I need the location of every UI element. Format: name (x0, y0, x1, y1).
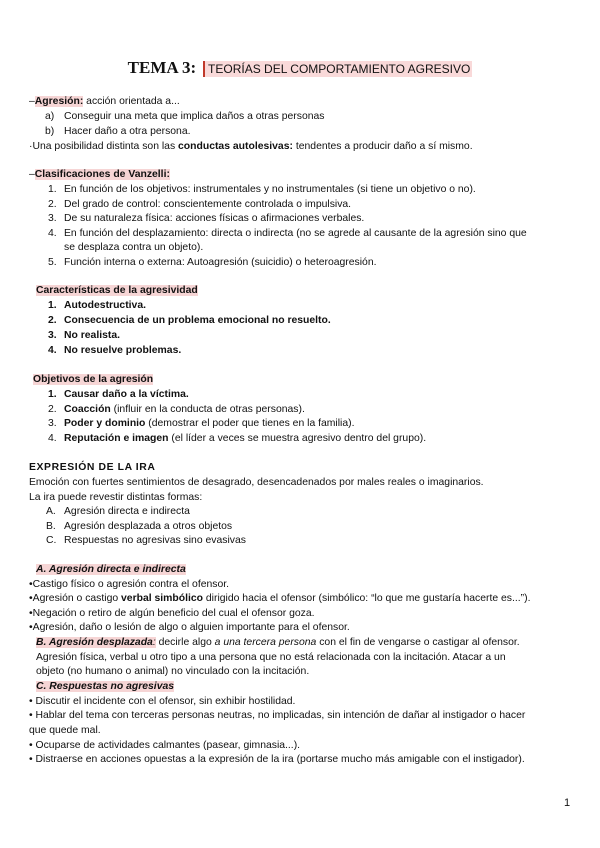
list-item-text-cont: se desplaza contra un objeto). (64, 242, 204, 253)
list-marker: 1. (48, 389, 57, 400)
bullet-item: • Distraerse en acciones opuestas a la expresión de la ira (portarse mucho más amigable con el instigador). (29, 754, 525, 765)
note-text: tendentes a producir daño a sí mismo. (292, 141, 473, 152)
ira-paragraph: La ira puede revestir distintas formas: (29, 492, 203, 503)
list-marker: 2. (48, 199, 57, 210)
list-item-bold: Causar daño a la víctima. (64, 389, 189, 400)
section-b-line (36, 636, 520, 649)
section-text: objeto (no humano o animal) no vinculado con la incitación. (36, 666, 310, 677)
list-marker: b) (45, 126, 55, 137)
list-item-text: En función del desplazamiento: directa o indirecta (no se agrede al causante de la agresión sino que (64, 228, 527, 239)
list-item-text: Agresión desplazada a otros objetos (64, 521, 233, 532)
bullet-item: • Discutir el incidente con el ofensor, sin exhibir hostilidad. (29, 696, 296, 707)
list-item-text: Hacer daño a otra persona. (64, 126, 191, 137)
list-marker: 3. (48, 213, 57, 224)
list-marker: 4. (48, 433, 57, 444)
list-marker: A. (46, 506, 56, 517)
list-item-text: Conseguir una meta que implica daños a otras personas (64, 111, 325, 122)
list-item-text: Función interna o externa: Autoagresión (suicidio) o heteroagresión. (64, 257, 377, 268)
bullet-item: • Ocuparse de actividades calmantes (pasear, gimnasia...). (29, 740, 301, 751)
heading-text: Características de la agresividad (36, 285, 198, 296)
caracteristicas-heading (36, 284, 198, 297)
bullet-item: •Negación o retiro de algún beneficio del cual el ofensor goza. (29, 608, 315, 619)
ira-paragraph: Emoción con fuertes sentimientos de desagrado, desencadenados por males reales o imaginarios. (29, 477, 484, 488)
heading-text: A. Agresión directa e indirecta (36, 564, 186, 575)
list-marker: 4. (48, 345, 57, 356)
list-marker: 2. (48, 404, 57, 415)
ira-heading: EXPRESIÓN DE LA IRA (29, 462, 156, 473)
page-title (0, 56, 600, 83)
list-marker: 3. (48, 418, 57, 429)
note-text: Una posibilidad distinta son las (32, 141, 179, 152)
list-marker: B. (46, 521, 56, 532)
list-marker: 5. (48, 257, 57, 268)
vanzelli-heading: –Clasificaciones de Vanzelli: (29, 169, 170, 180)
list-marker: 4. (48, 228, 57, 239)
agresion-def-text: acción orientada a... (83, 96, 180, 107)
bullet-item (29, 592, 530, 605)
list-item-text: No realista. (64, 330, 121, 341)
objetivos-heading (33, 373, 153, 386)
section-text: Agresión física, verbal u otro tipo a una persona que no está relacionada con la incitación. Atacar a un (36, 652, 506, 663)
list-item (64, 403, 305, 416)
list-item (45, 125, 54, 138)
page-number: 1 (564, 797, 571, 809)
title-subtitle: TEORÍAS DEL COMPORTAMIENTO AGRESIVO (203, 61, 472, 77)
title-label: TEMA 3: (127, 58, 197, 77)
heading-colon: : (152, 637, 156, 648)
agresion-term: Agresión: (34, 96, 84, 107)
heading-text: B. Agresión desplazada (36, 637, 153, 648)
list-item-text: (el líder a veces se muestra agresivo dentro del grupo). (168, 433, 427, 444)
list-item (64, 417, 354, 430)
list-item-text: Autodestructiva. (64, 300, 146, 311)
list-marker: 1. (48, 184, 57, 195)
section-text: decirle algo (155, 637, 215, 648)
list-item-bold: Poder y dominio (64, 418, 146, 429)
list-marker: C. (46, 535, 57, 546)
list-item-text: Consecuencia de un problema emocional no resuelto. (64, 315, 331, 326)
heading-text: C. Respuestas no agresivas (36, 681, 175, 692)
list-marker: 3. (48, 330, 57, 341)
list-item-bold: Reputación e imagen (64, 433, 169, 444)
bullet-item: •Castigo físico o agresión contra el ofensor. (29, 579, 230, 590)
list-marker: 1. (48, 300, 57, 311)
heading-text: Clasificaciones de Vanzelli: (34, 169, 170, 180)
bullet-item: •Agresión, daño o lesión de algo o alguien importante para el ofensor. (29, 622, 350, 633)
section-c-heading (36, 680, 174, 693)
list-item-text: (demostrar el poder que tienes en la familia). (145, 418, 355, 429)
list-item-text: Del grado de control: conscientemente controlada o impulsiva. (64, 199, 352, 210)
list-marker: a) (45, 111, 55, 122)
list-item-text: Respuestas no agresivas sino evasivas (64, 535, 246, 546)
list-item-text: Agresión directa e indirecta (64, 506, 190, 517)
note-bold: conductas autolesivas: (178, 141, 293, 152)
list-item-text: No resuelve problemas. (64, 345, 182, 356)
list-item-bold: Coacción (64, 404, 111, 415)
bullet-item-cont: que quede mal. (29, 725, 101, 736)
list-item (64, 388, 189, 401)
agresion-definition: –Agresión: acción orientada a... (29, 96, 180, 107)
bullet-text: dirigido hacia el ofensor (simbólico: “lo que me gustaría hacerte es...”). (203, 593, 531, 604)
list-item (64, 432, 426, 445)
section-text: con el fin de vengarse o castigar al ofensor. (316, 637, 520, 648)
list-item (45, 110, 54, 123)
section-a-heading (36, 563, 186, 576)
bullet-item: • Hablar del tema con terceras personas neutras, no implicadas, sin intención de dañar al instigador o hacer (29, 710, 526, 721)
heading-text: Objetivos de la agresión (33, 374, 154, 385)
list-marker: 2. (48, 315, 57, 326)
list-item-text: En función de los objetivos: instrumentales y no instrumentales (si tiene un objetivo o no). (64, 184, 476, 195)
bullet-bold: verbal simbólico (121, 593, 204, 604)
autolesivas-note: ·Una posibilidad distinta son las conductas autolesivas: tendentes a producir daño a sí mismo. (29, 141, 473, 152)
bullet-text: •Agresión o castigo (29, 593, 122, 604)
section-italic: a una tercera persona (214, 637, 317, 648)
list-item-text: De su naturaleza física: acciones físicas o afirmaciones verbales. (64, 213, 365, 224)
list-item-text: (influir en la conducta de otras personas). (110, 404, 305, 415)
